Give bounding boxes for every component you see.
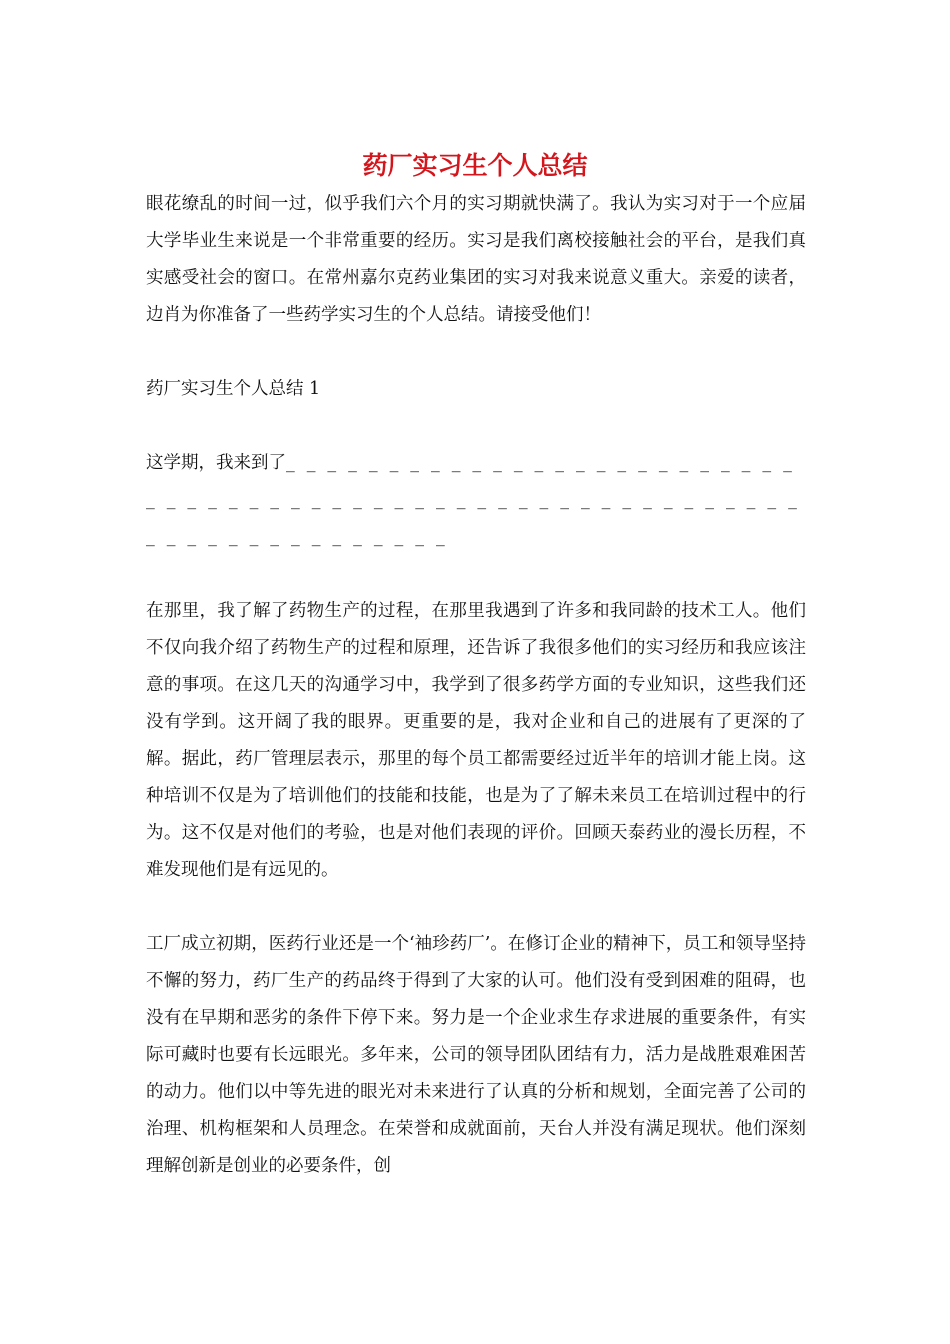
section-heading: 药厂实习生个人总结 1 (146, 379, 321, 399)
paragraph-gap (146, 408, 806, 445)
paragraph-gap (146, 889, 806, 926)
document-title: 药厂实习生个人总结 (362, 151, 588, 180)
document-body (146, 186, 806, 1185)
fill-in-blank: _ _ _ _ _ _ _ _ _ _ _ _ _ _ _ _ _ _ _ _ _ _ _ _ _ _ _ _ _ _ _ _ _ _ _ _ _ _ _ _ _ _ _ _ _ _ _ _ _ _ _ _ _ _ _ _ _ _ _ _ _ _ _ _ _ _ _ _ _ _ _ _ (146, 453, 801, 547)
intro-paragraph: 眼花缭乱的时间一过，似乎我们六个月的实习期就快满了。我认为实习对于一个应届大学毕业生来说是一个非常重要的经历。实习是我们离校接触社会的平台，是我们真实感受社会的窗口。在常州嘉尔克药业集团的实习对我来说意义重大。亲爱的读者，边肖为你准备了一些药学实习生的个人总结。请接受他们！ (146, 194, 806, 325)
paragraph-gap (146, 334, 806, 371)
paragraph-gap (146, 556, 806, 593)
fill-in-line (146, 445, 806, 556)
body-paragraph-1: 在那里，我了解了药物生产的过程，在那里我遇到了许多和我同龄的技术工人。他们不仅向我介绍了药物生产的过程和原理，还告诉了我很多他们的实习经历和我应该注意的事项。在这几天的沟通学习中，我学到了很多药学方面的专业知识，这些我们还没有学到。这开阔了我的眼界。更重要的是，我对企业和自己的进展有了更深的了解。据此，药厂管理层表示，那里的每个员工都需要经过近半年的培训才能上岗。这种培训不仅是为了培训他们的技能和技能，也是为了了解未来员工在培训过程中的行为。这不仅是对他们的考验，也是对他们表现的评价。回顾天泰药业的漫长历程，不难发现他们是有远见的。 (146, 601, 806, 880)
body-paragraph-2: 工厂成立初期，医药行业还是一个‘袖珍药厂’。在修订企业的精神下，员工和领导坚持不懈的努力，药厂生产的药品终于得到了大家的认可。他们没有受到困难的阻碍，也没有在早期和恶劣的条件下停下来。努力是一个企业求生存求进展的重要条件，有实际可藏时也要有长远眼光。多年来，公司的领导团队团结有力，活力是战胜艰难困苦的动力。他们以中等先进的眼光对未来进行了认真的分析和规划，全面完善了公司的治理、机构框架和人员理念。在荣誉和成就面前，天台人并没有满足现状。他们深刻理解创新是创业的必要条件，创 (146, 934, 806, 1176)
fill-in-prefix: 这学期，我来到了 (146, 453, 286, 473)
